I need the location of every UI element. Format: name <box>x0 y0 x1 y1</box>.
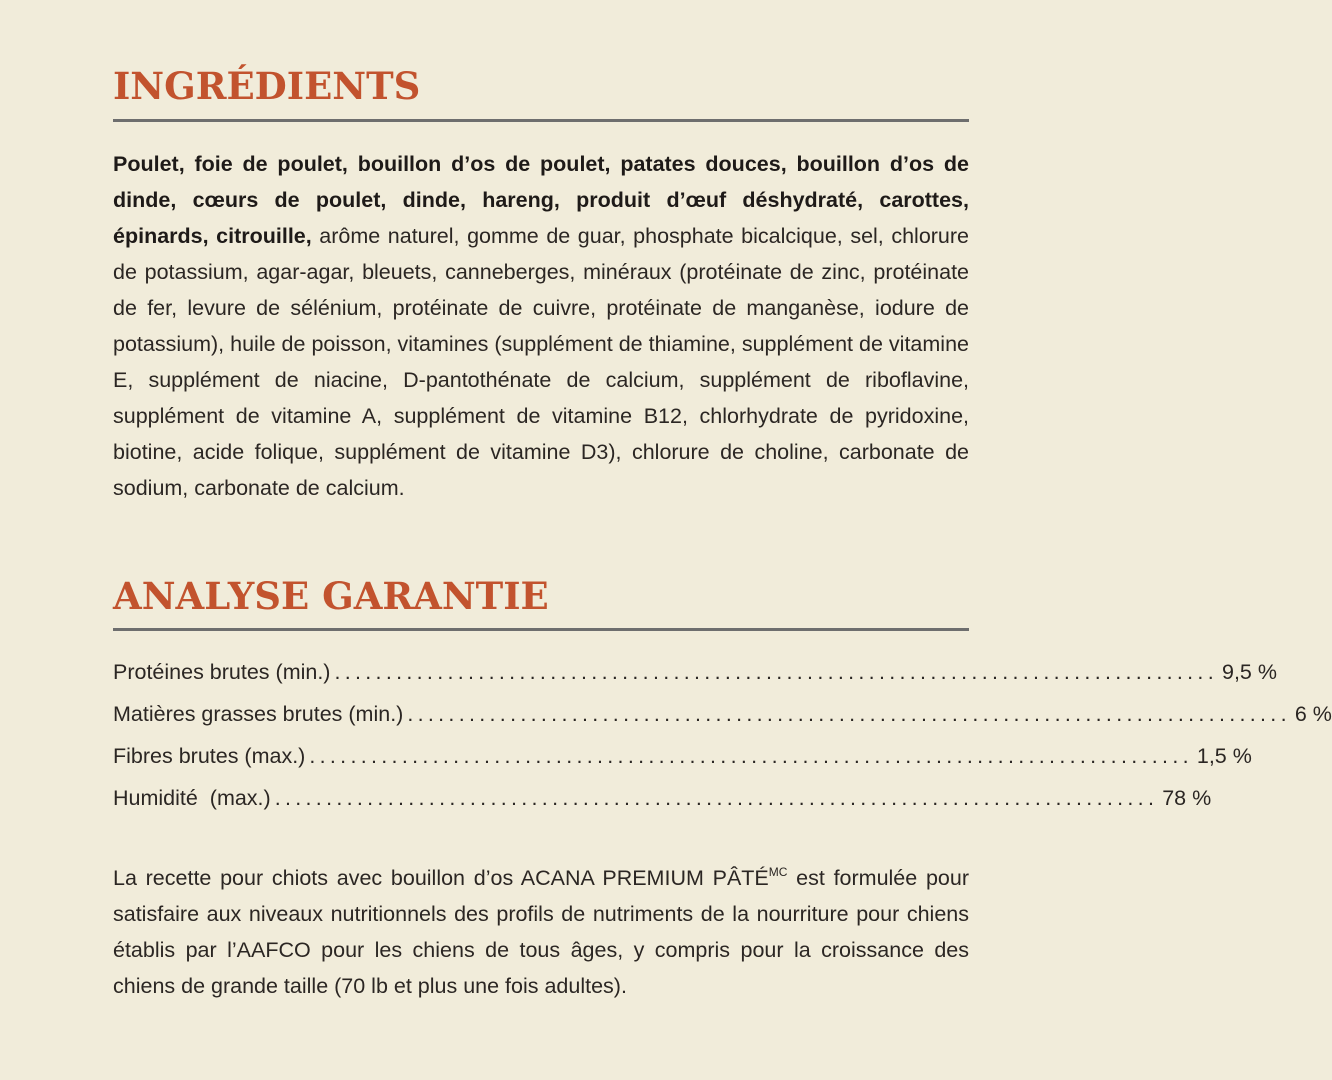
analysis-row-protein <box>113 651 1277 693</box>
ingredients-secondary-text: arôme naturel, gomme de guar, phosphate bicalcique, sel, chlorure de potassium, agar-agar, bleuets, canneberges, minéraux (protéinate de zinc, protéinate de fer, levure de sélénium, protéinate de cuivre, protéinate de manganèse, iodure de potassium), huile de poisson, vitamines (supplément de thiamine, supplément de vitamine E, supplément de niacine, D-pantothénate de calcium, supplément de riboflavine, supplément de vitamine A, supplément de vitamine B12, chlorhydrate de pyridoxine, biotine, acide folique, supplément de vitamine D3), chlorure de choline, carbonate de sodium, carbonate de calcium. <box>113 224 970 500</box>
analysis-row-fibre <box>113 735 1252 777</box>
ingredients-list <box>113 146 969 506</box>
analysis-label: Humidité (max.) <box>113 786 271 810</box>
analysis-value: 9,5 % <box>1221 660 1277 684</box>
analysis-label: Fibres brutes (max.) <box>113 744 306 768</box>
aafco-statement-start: La recette pour chiots avec bouillon d’os ACANA PREMIUM PÂTÉ <box>113 866 769 890</box>
ingredients-main-text: Poulet, foie de poulet, bouillon d’os de poulet, patates douces, bouillon d’os de dinde, cœurs de poulet, dinde, hareng, produit d’œuf déshydraté, carottes, épinards, citrouille, <box>113 152 969 248</box>
analysis-value: 78 % <box>1162 786 1212 810</box>
aafco-statement <box>113 860 969 1004</box>
aafco-statement-end: est formulée pour satisfaire aux niveaux nutritionnels des profils de nutriments de la nourriture pour chiens établis par l’AAFCO pour les chiens de tous âges, y compris pour la croissance des chiens de grande taille (70 lb et plus une fois adultes). <box>113 866 969 998</box>
analysis-row-moisture <box>113 777 1212 819</box>
analysis-value: 6 % <box>1294 702 1332 726</box>
analysis-row-fat <box>113 693 1332 735</box>
ingredients-divider <box>113 119 969 122</box>
dot-leader: ...................................................................................... <box>334 660 1218 684</box>
ingredients-heading: INGRÉDIENTS <box>113 64 421 108</box>
guaranteed-analysis-list <box>113 651 1332 819</box>
analysis-label: Protéines brutes (min.) <box>113 660 331 684</box>
dot-leader: ...................................................................................... <box>274 786 1159 810</box>
analysis-label: Matières grasses brutes (min.) <box>113 702 404 726</box>
trademark-mark: MC <box>768 865 788 879</box>
analysis-heading: ANALYSE GARANTIE <box>113 574 549 618</box>
analysis-value: 1,5 % <box>1196 744 1252 768</box>
dot-leader: ...................................................................................... <box>407 702 1291 726</box>
dot-leader: ...................................................................................... <box>309 744 1193 768</box>
analysis-divider <box>113 628 969 631</box>
